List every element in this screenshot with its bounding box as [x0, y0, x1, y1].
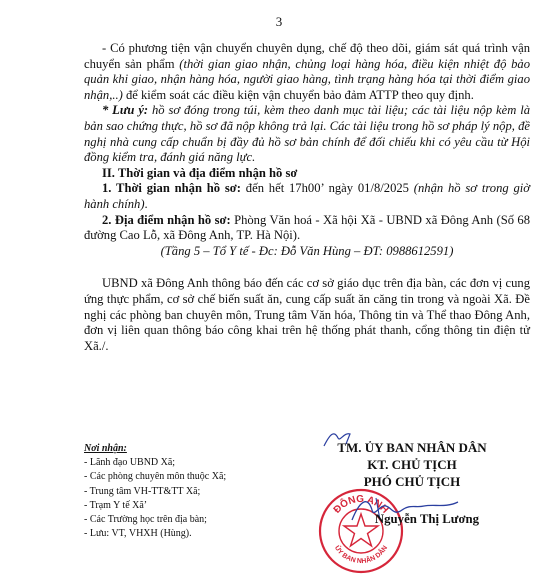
recipients-title: Nơi nhận:: [84, 443, 127, 454]
recipient-item: - Các Trường học trên địa bàn;: [84, 514, 207, 526]
page-number: 3: [275, 14, 283, 29]
receipt-place-contact: (Tầng 5 – Tổ Y tế - Đc: Đỗ Văn Hùng – ĐT: 0988612591): [160, 243, 454, 258]
signer-name: Nguyễn Thị Lương: [374, 512, 480, 526]
recipient-item: - Trạm Y tế Xã’: [84, 499, 148, 511]
seal-bottom-text: ỦY BAN NHÂN DÂN: [332, 544, 390, 566]
recipient-item: - Lưu: VT, VHXH (Hùng).: [84, 528, 192, 540]
note-label: * Lưu ý:: [102, 103, 149, 118]
receipt-time-end: .: [144, 196, 148, 211]
receipt-time-note: (nhận hồ sơ trong giờ hành chính): [84, 181, 530, 211]
signature-block: [298, 439, 526, 490]
document-body: [84, 41, 530, 354]
signature-line-1: TM. ỦY BAN NHÂN DÂN: [337, 440, 487, 455]
svg-text:ỦY BAN NHÂN DÂN: [333, 544, 389, 566]
note-text: hồ sơ đóng trong túi, kèm theo danh mục tài liệu; các tài liệu nộp kèm là bản sao chứng thực, hồ sơ đã nộp không trả lại. Các tài liệu trong hồ sơ pháp lý nộp, đề nghị nhà cung cấp chuẩn bị đầy đủ hồ sơ bản chính để đối chiếu khi có yêu cầu từ Hội đồng kiểm tra, đánh giá năng lực.: [84, 103, 530, 165]
transport-text-a: - Có phương tiện vận chuyển chuyên dụng, chế độ theo dõi, giám sát quá trình vận chuyển sản phẩm: [84, 41, 530, 71]
receipt-place-text: Phòng Văn hoá - Xã hội Xã - UBND xã Đông Anh (Số 68 đường Cao Lỗ, xã Đông Anh, TP. Hà Nội).: [84, 212, 531, 243]
recipient-item: - Trung tâm VH-TT&TT Xã;: [84, 485, 201, 497]
receipt-time-paragraph: [84, 181, 530, 212]
transport-paragraph: [84, 41, 530, 103]
seal-top-text: ĐÔNG ANH: [331, 493, 391, 516]
receipt-time-label: 1. Thời gian nhận hồ sơ:: [102, 181, 241, 196]
section-ii-heading: II. Thời gian và địa điểm nhận hồ sơ: [102, 165, 298, 180]
signature-line-2: KT. CHỦ TỊCH: [367, 457, 457, 472]
closing-paragraph: UBND xã Đông Anh thông báo đến các cơ sở giáo dục trên địa bàn, các đơn vị cung ứng thực phẩm, cơ sở chế biến suất ăn, cung cấp suất ăn căng tin trong và ngoài Xã. Đề nghị các phòng ban chuyên môn, Trung tâm Văn hóa, Thông tin và Thể thao Đông Anh, đơn vị liên quan thông báo công khai trên hệ thống phát thanh, cổng thông tin điện tử Xã./.: [84, 276, 530, 353]
signature-line-3: PHÓ CHỦ TỊCH: [363, 474, 461, 489]
note-paragraph: [84, 103, 530, 165]
receipt-place-paragraph: [84, 213, 530, 244]
recipients-block: [84, 442, 294, 541]
recipient-item: - Lãnh đạo UBND Xã;: [84, 457, 176, 469]
transport-text-italic: (thời gian giao nhận, chủng loại hàng hóa, điều kiện nhiệt độ bảo quản khi giao, nhận hàng hóa, người giao hàng, tình trạng hàng hóa tại thời điểm giao nhận,..): [84, 56, 530, 102]
transport-text-c: để kiểm soát các điều kiện vận chuyển bảo đảm ATTP theo quy định.: [122, 87, 474, 102]
receipt-place-label: 2. Địa điểm nhận hồ sơ:: [102, 212, 231, 227]
receipt-time-text: đến hết 17h00’ ngày 01/8/2025: [240, 181, 414, 196]
recipient-item: - Các phòng chuyên môn thuộc Xã;: [84, 471, 227, 483]
